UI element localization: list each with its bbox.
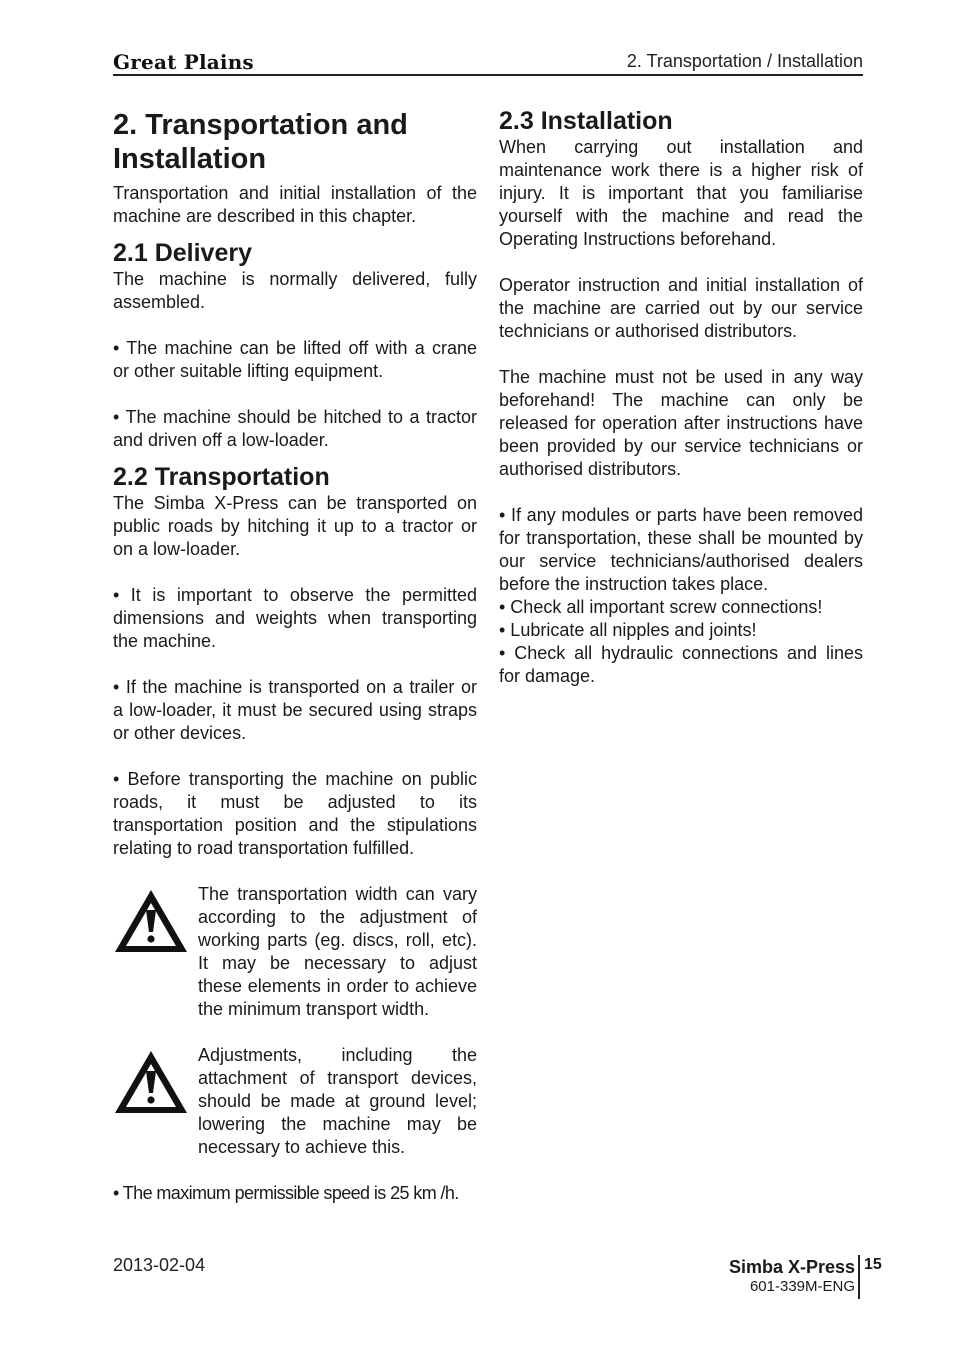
section-heading-installation: 2.3 Installation xyxy=(499,107,673,135)
running-header: 2. Transportation / Installation xyxy=(626,51,863,71)
product-name: Simba X-Press xyxy=(728,1257,855,1277)
chapter-intro: Transportation and initial installation of the machine are described in this chapter. xyxy=(113,183,477,226)
section-heading-transportation: 2.2 Transportation xyxy=(113,463,330,491)
header-divider xyxy=(113,74,863,76)
paragraph: When carrying out installation and maintenance work there is a higher risk of injury. It is important that you familiarise yourself with the machine and read the Operating Instructions beforehand. xyxy=(499,137,863,249)
paragraph: • Before transporting the machine on public roads, it must be adjusted to its transportation position and the stipulations relating to road transportation fulfilled. xyxy=(113,769,477,858)
paragraph: Operator instruction and initial installation of the machine are carried out by our service technicians or authorised distributors. xyxy=(499,275,863,341)
paragraph: • If the machine is transported on a trailer or a low-loader, it must be secured using straps or other devices. xyxy=(113,677,477,743)
footer-product xyxy=(729,1256,855,1296)
warning-note xyxy=(113,1044,477,1159)
paragraph: • The machine can be lifted off with a crane or other suitable lifting equipment. xyxy=(113,338,477,381)
speed-note: • The maximum permissible speed is 25 km /h. xyxy=(113,1183,459,1203)
chapter-title: 2. Transportation and Installation xyxy=(113,109,408,175)
warning-note xyxy=(113,883,477,1021)
bullet-item: • Check all important screw connections! xyxy=(499,597,823,617)
bullet-item: • Check all hydraulic connections and lines for damage. xyxy=(499,643,863,686)
paragraph: The machine must not be used in any way beforehand! The machine can only be released for operation after instructions have been provided by our service technicians or authorised distributors. xyxy=(499,367,863,479)
left-column xyxy=(113,100,477,1205)
warning-text: The transportation width can vary according to the adjustment of working parts (eg. discs, roll, etc). It may be necessary to adjust these elements in order to achieve the minimum transport width. xyxy=(198,884,477,1019)
paragraph: The Simba X-Press can be transported on public roads by hitching it up to a tractor or on a low-loader. xyxy=(113,493,477,559)
paragraph: • It is important to observe the permitted dimensions and weights when transporting the machine. xyxy=(113,585,477,651)
bullet-item: • If any modules or parts have been removed for transportation, these shall be mounted by our service technicians/authorised dealers before the instruction takes place. xyxy=(499,505,863,594)
brand-logo: Great Plains xyxy=(113,50,254,74)
warning-triangle-icon xyxy=(113,1049,189,1115)
paragraph: • The machine should be hitched to a tractor and driven off a low-loader. xyxy=(113,407,477,450)
right-column xyxy=(499,100,863,688)
document-code: 601-339M-ENG xyxy=(749,1278,855,1295)
page-number: 15 xyxy=(864,1256,882,1273)
warning-triangle-icon xyxy=(113,888,189,954)
bullet-item: • Lubricate all nipples and joints! xyxy=(499,620,757,640)
footer-divider xyxy=(858,1255,860,1299)
paragraph: The machine is normally delivered, fully assembled. xyxy=(113,269,477,312)
warning-text: Adjustments, including the attachment of transport devices, should be made at ground level; lowering the machine may be necessary to achieve this. xyxy=(198,1045,477,1157)
footer-date: 2013-02-04 xyxy=(113,1255,206,1275)
section-heading-delivery: 2.1 Delivery xyxy=(113,239,252,267)
